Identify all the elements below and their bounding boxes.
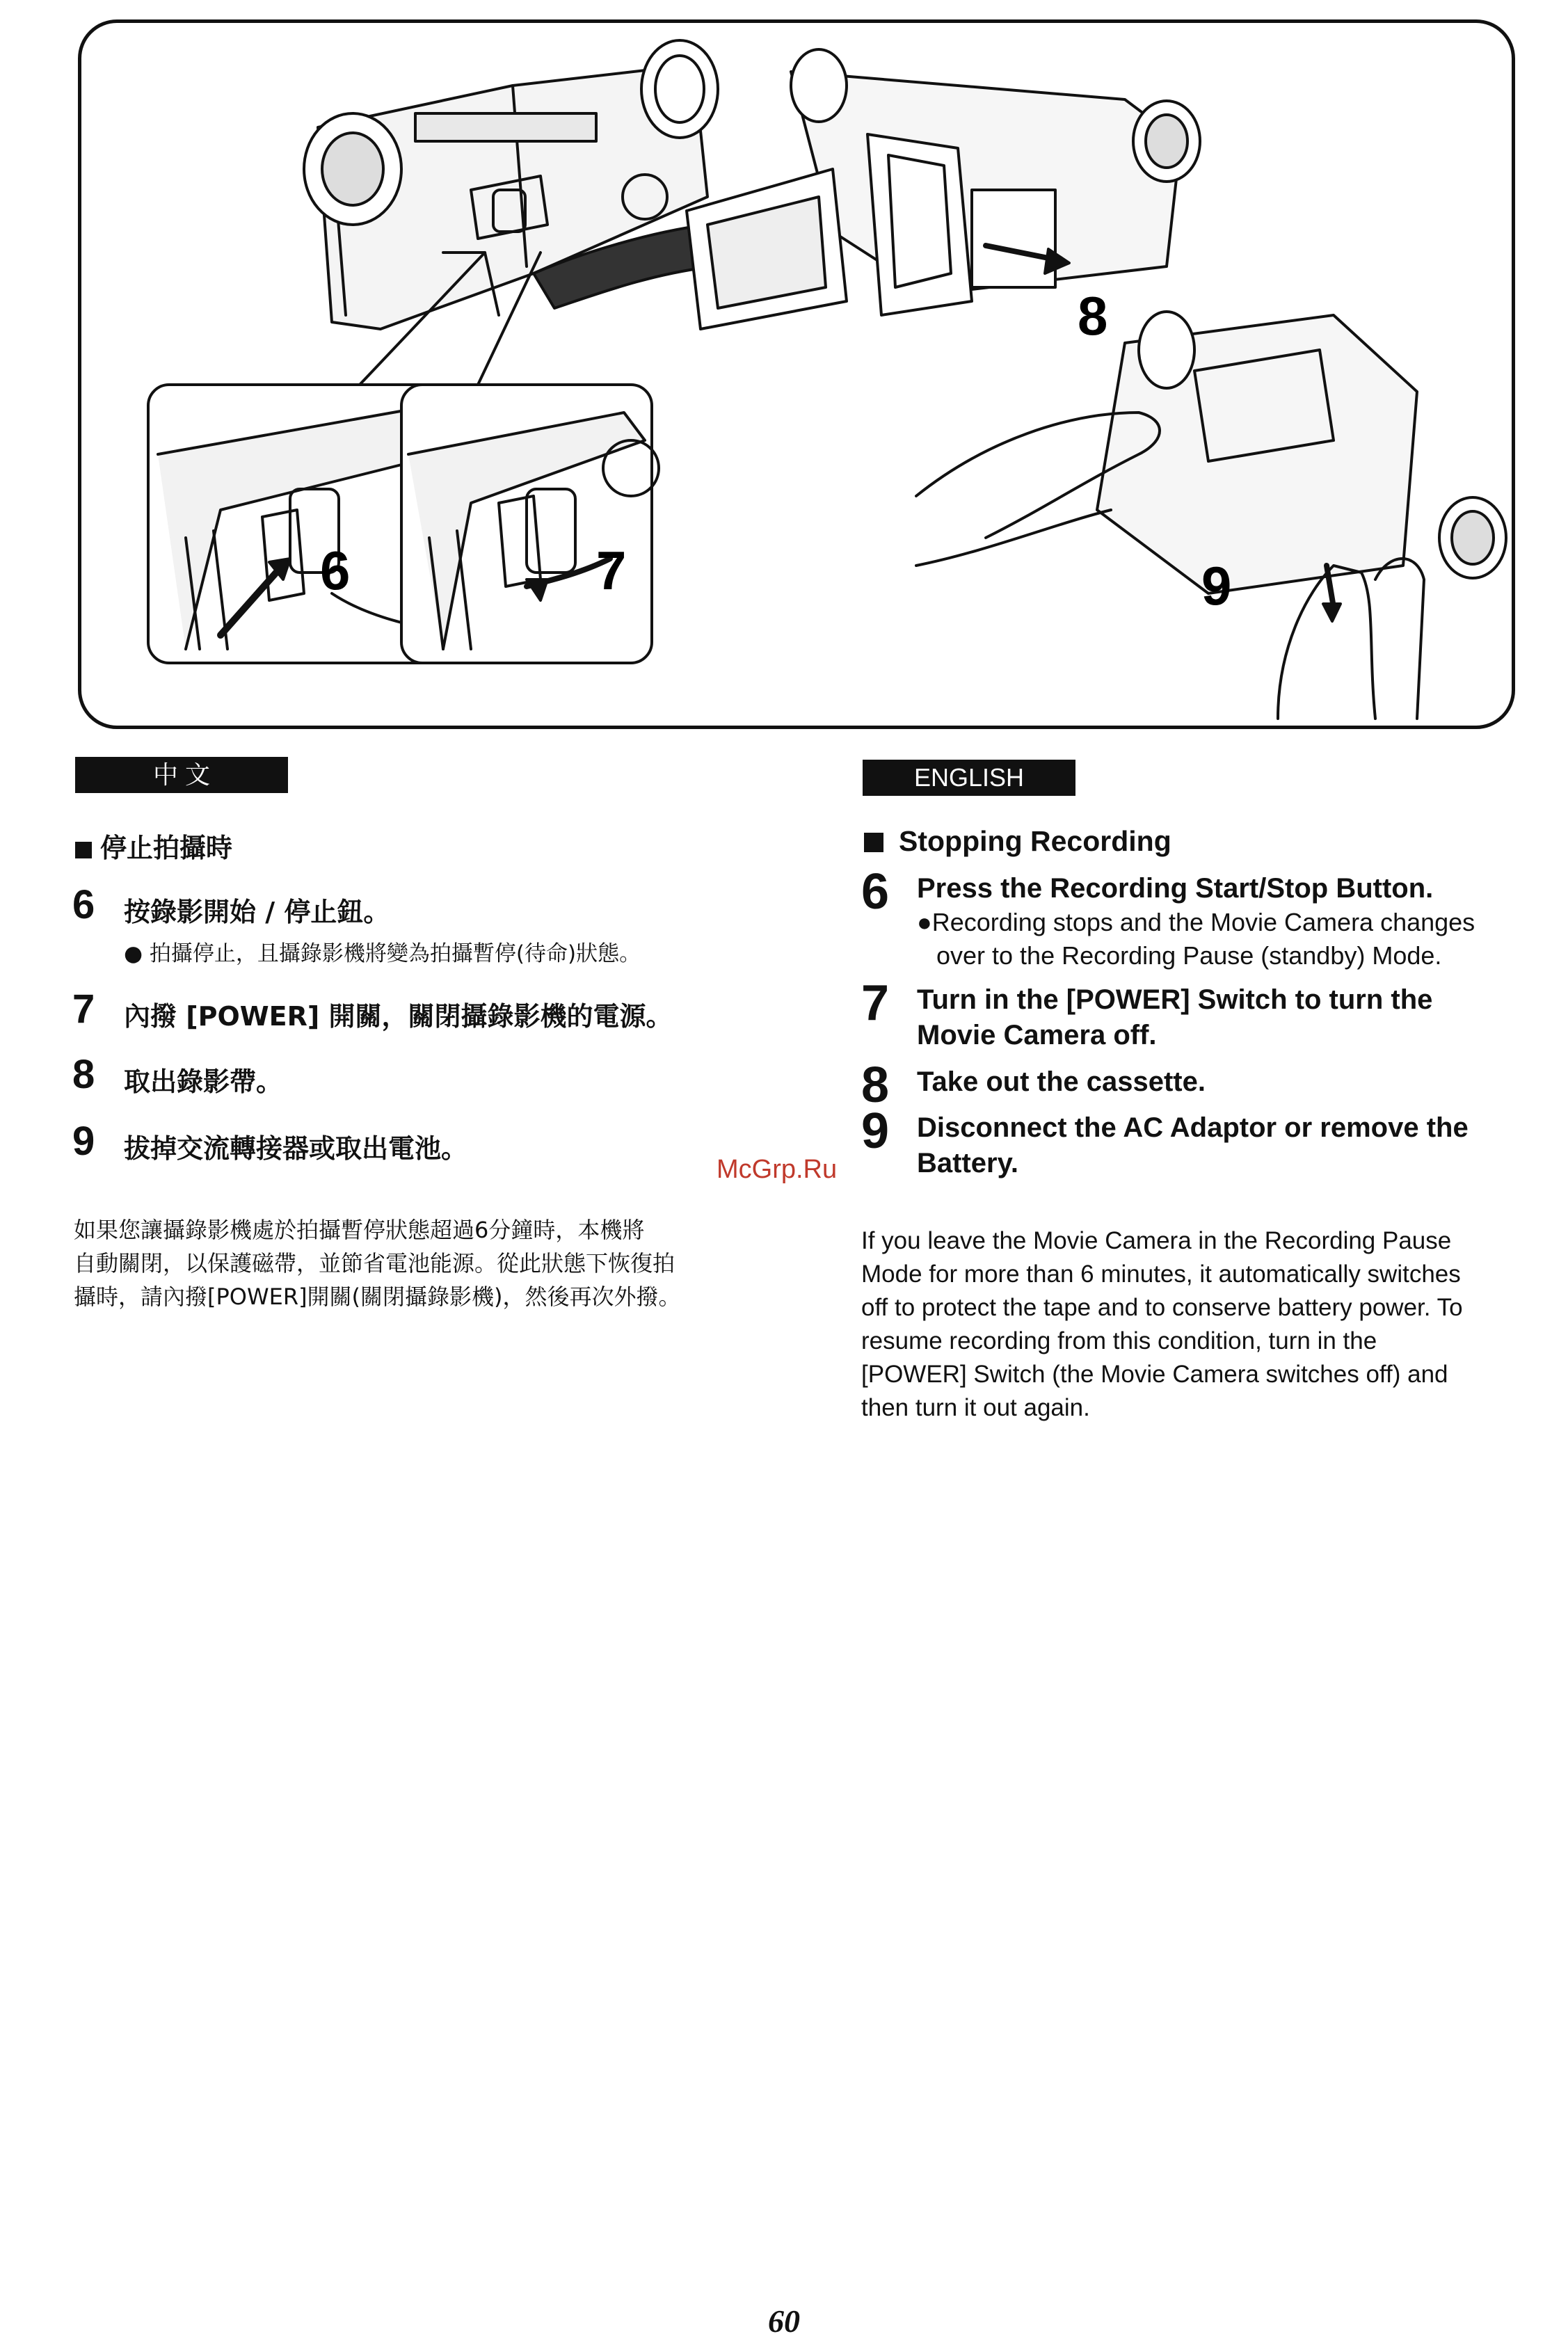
step-text: 拔掉交流轉接器或取出電池。 — [124, 1133, 468, 1164]
step-number: 8 — [861, 1057, 890, 1113]
chinese-step-6-note-text: 拍攝停止，且攝錄影機將變為拍攝暫停(待命)狀態。 — [149, 941, 641, 966]
illustration-frame — [78, 19, 1515, 729]
step-text: Take out the cassette. — [917, 1066, 1206, 1097]
heading-bullet-icon — [864, 833, 883, 852]
step-text: 取出錄影帶。 — [124, 1066, 283, 1097]
camcorder-open-cassette — [687, 49, 1200, 329]
chinese-step-6-note: ● 拍攝停止，且攝錄影機將變為拍攝暫停(待命)狀態。 — [124, 941, 641, 966]
camcorder-hands — [916, 312, 1506, 719]
english-heading — [864, 825, 1171, 858]
watermark: McGrp.Ru — [717, 1155, 838, 1184]
step-number: 8 — [72, 1052, 95, 1097]
chinese-note-line: 自動關閉，以保護磁帶，並節省電池能源。從此狀態下恢復拍 — [74, 1250, 675, 1277]
step-number: 7 — [72, 986, 95, 1032]
english-section-tab: ENGLISH — [863, 760, 1075, 796]
callout-step-7: 7 — [596, 540, 627, 601]
callout-step-6: 6 — [320, 540, 351, 601]
heading-bullet-icon — [75, 842, 92, 858]
step-text: Press the Recording Start/Stop Button. — [917, 873, 1434, 904]
chinese-section-tab: 中 文 — [75, 757, 288, 793]
english-note-paragraph — [861, 1224, 1463, 1425]
step-number: 9 — [861, 1103, 890, 1159]
chinese-heading-text: 停止拍攝時 — [100, 833, 233, 863]
step-number: 7 — [861, 975, 890, 1031]
step-text: Disconnect the AC Adaptor or remove the Battery. — [917, 1112, 1469, 1178]
english-note-line: off to protect the tape and to conserve battery power. To — [861, 1294, 1463, 1321]
page-number: 60 — [768, 2303, 800, 2339]
chinese-heading — [75, 826, 232, 865]
english-note-line: [POWER] Switch (the Movie Camera switches off) and — [861, 1361, 1448, 1388]
callout-step-8: 8 — [1078, 285, 1108, 346]
detail-panel-7 — [401, 385, 659, 663]
step-text: 內撥 [POWER] 開關，關閉攝錄影機的電源。 — [124, 1001, 673, 1032]
english-step-6-note-line: ●Recording stops and the Movie Camera changes — [917, 908, 1475, 936]
english-note-line: Mode for more than 6 minutes, it automatically switches — [861, 1261, 1461, 1288]
chinese-note-line: 如果您讓攝錄影機處於拍攝暫停狀態超過6分鐘時，本機將 — [74, 1217, 645, 1243]
step-number: 6 — [861, 864, 890, 920]
english-step-6-note — [917, 906, 1475, 973]
english-note-line: then turn it out again. — [861, 1394, 1090, 1421]
step-number: 6 — [72, 882, 95, 927]
step-text: Turn in the [POWER] Switch to turn the Movie Camera off. — [917, 984, 1433, 1050]
english-step-6-note-line: over to the Recording Pause (standby) Mode. — [936, 941, 1442, 970]
chinese-note-paragraph — [74, 1213, 742, 1313]
english-note-line: If you leave the Movie Camera in the Recording Pause — [861, 1227, 1452, 1254]
english-note-line: resume recording from this condition, turn in the — [861, 1327, 1377, 1354]
camcorder-illustration — [81, 23, 1512, 726]
callout-step-9: 9 — [1201, 555, 1232, 616]
step-number: 9 — [72, 1119, 95, 1164]
step-text: 按錄影開始 / 停止鈕。 — [124, 897, 390, 927]
chinese-note-line: 攝時，請內撥[POWER]開關(關閉攝錄影機)，然後再次外撥。 — [74, 1284, 681, 1310]
camcorder-body-left — [304, 40, 718, 329]
english-heading-text: Stopping Recording — [899, 825, 1171, 857]
